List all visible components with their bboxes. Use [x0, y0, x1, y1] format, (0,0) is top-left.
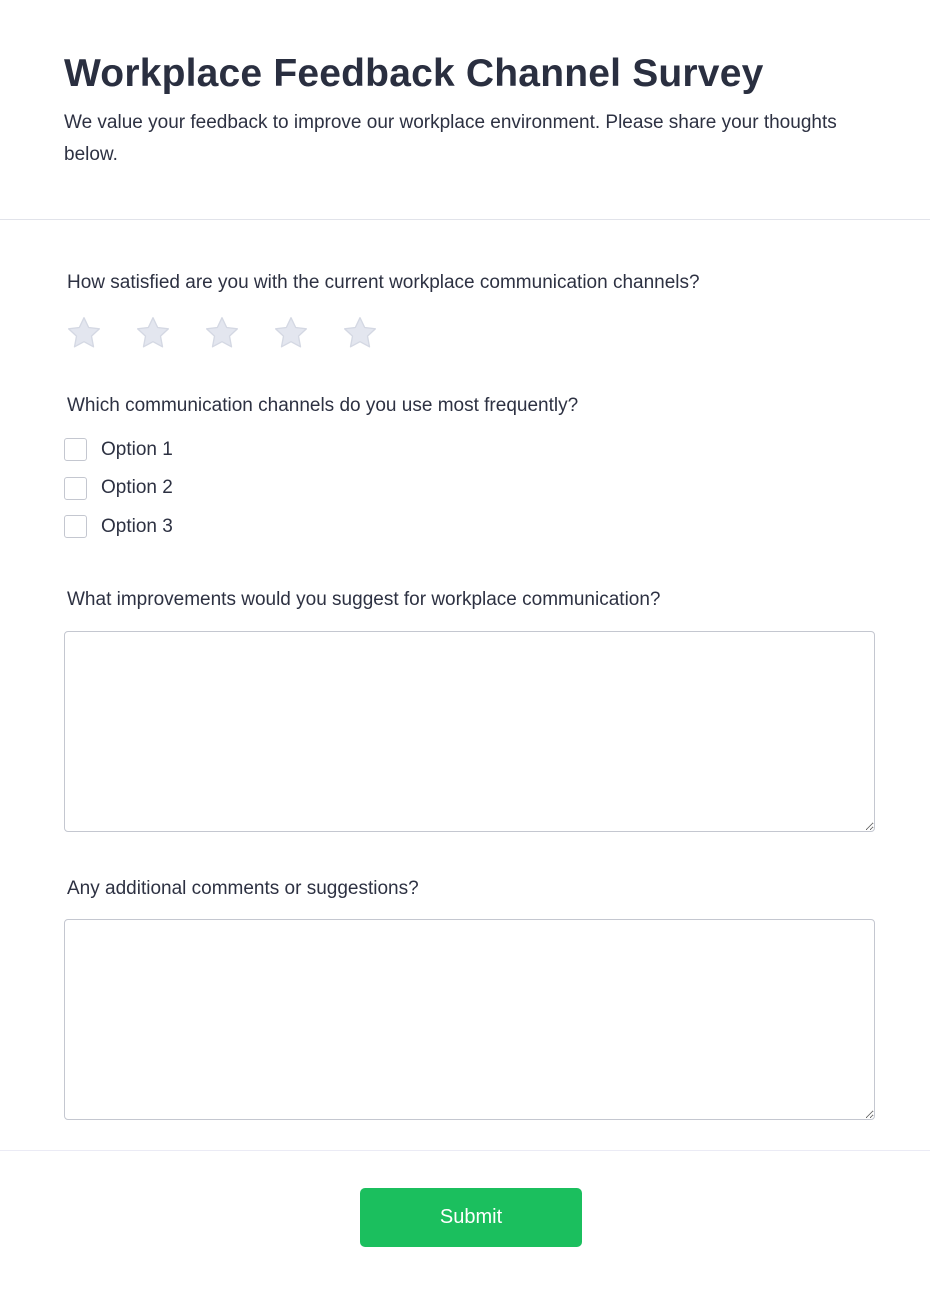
question-channels-label: Which communication channels do you use most frequently? [67, 395, 579, 416]
option-1[interactable] [64, 437, 173, 462]
survey-header [0, 0, 930, 220]
submit-button[interactable]: Submit [360, 1188, 582, 1247]
question-improvements-label: What improvements would you suggest for workplace communication? [67, 589, 661, 610]
comments-textarea[interactable] [64, 919, 875, 1120]
page-subtitle: We value your feedback to improve our workplace environment. Please share your thoughts below. [64, 112, 837, 165]
star-icon[interactable] [340, 313, 380, 353]
star-icon[interactable] [64, 313, 104, 353]
star-icon[interactable] [271, 313, 311, 353]
star-icon[interactable] [202, 313, 242, 353]
page-title: Workplace Feedback Channel Survey [64, 52, 764, 95]
improvements-textarea[interactable] [64, 631, 875, 832]
option-label: Option 2 [101, 477, 173, 498]
star-icon[interactable] [133, 313, 173, 353]
footer-divider [0, 1150, 930, 1151]
checkbox[interactable] [64, 438, 87, 461]
checkbox[interactable] [64, 515, 87, 538]
checkbox[interactable] [64, 477, 87, 500]
star-rating[interactable] [64, 313, 380, 353]
channel-options [64, 437, 173, 553]
question-comments-label: Any additional comments or suggestions? [67, 878, 419, 899]
question-satisfaction-label: How satisfied are you with the current workplace communication channels? [67, 272, 700, 293]
option-label: Option 3 [101, 515, 173, 537]
option-2[interactable] [64, 476, 173, 501]
option-label: Option 1 [101, 438, 173, 460]
option-3[interactable] [64, 514, 173, 539]
